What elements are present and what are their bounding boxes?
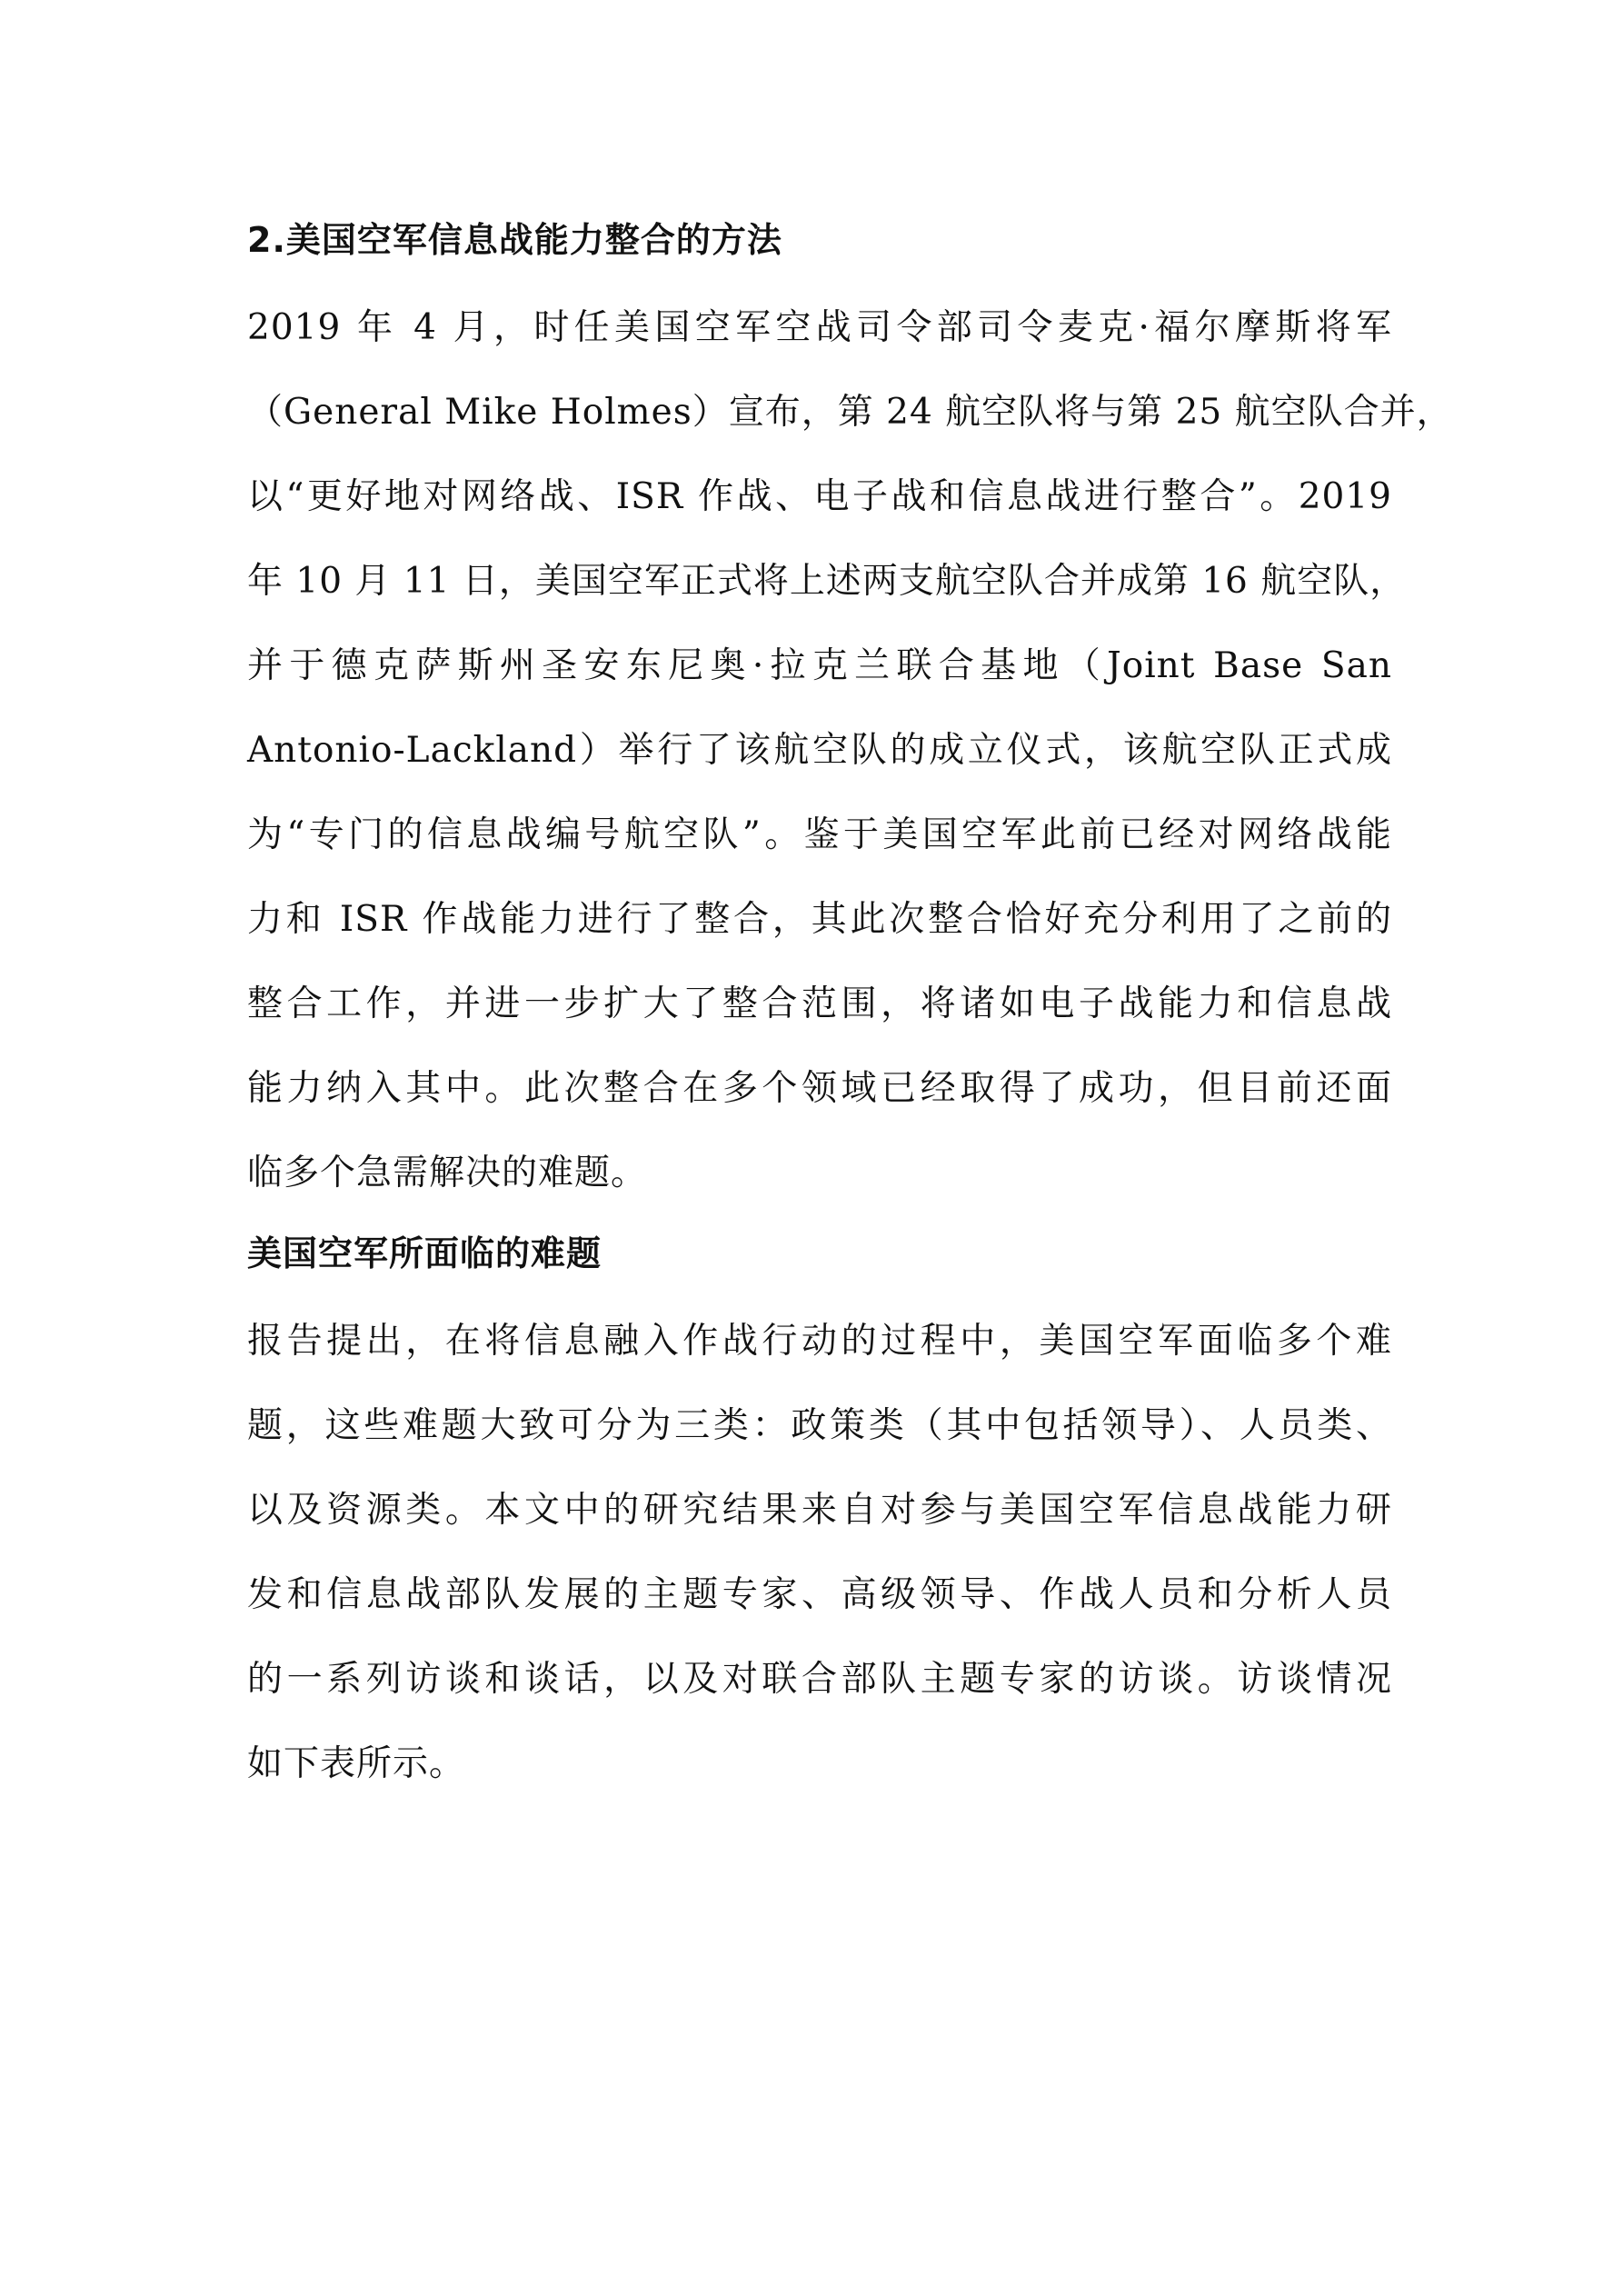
paragraph-line: 为“专门的信息战编号航空队”。鉴于美国空军此前已经对网络战能	[247, 814, 1392, 855]
paragraph-line: 整合工作，并进一步扩大了整合范围，将诸如电子战能力和信息战	[247, 983, 1392, 1024]
paragraph-challenges	[247, 1299, 1392, 1806]
paragraph-line: 能力纳入其中。此次整合在多个领域已经取得了成功，但目前还面	[247, 1068, 1392, 1109]
paragraph-line: 并于德克萨斯州圣安东尼奥·拉克兰联合基地（Joint Base San	[247, 645, 1392, 686]
document-content	[247, 209, 1453, 1806]
paragraph-line: （General Mike Holmes）宣布，第 24 航空队将与第 25 航空队合并，	[247, 392, 1453, 433]
paragraph-line: 2019 年 4 月，时任美国空军空战司令部司令麦克·福尔摩斯将军	[247, 307, 1392, 348]
paragraph-line: 的一系列访谈和谈话，以及对联合部队主题专家的访谈。访谈情况	[247, 1659, 1392, 1700]
section-heading-challenges: 美国空军所面临的难题	[247, 1233, 602, 1273]
spacer	[247, 1284, 1392, 1299]
paragraph-line: 以“更好地对网络战、ISR 作战、电子战和信息战进行整合”。2019	[247, 476, 1392, 517]
section-heading-methods: 2.美国空军信息战能力整合的方法	[247, 220, 782, 260]
paragraph-integration-history	[247, 285, 1453, 1215]
paragraph-line: 力和 ISR 作战能力进行了整合，其此次整合恰好充分利用了之前的	[247, 899, 1392, 940]
paragraph-line: 临多个急需解决的难题。	[247, 1153, 648, 1193]
spacer	[247, 1215, 1392, 1223]
paragraph-line: 如下表所示。	[247, 1743, 466, 1784]
paragraph-line: 年 10 月 11 日，美国空军正式将上述两支航空队合并成第 16 航空队，	[247, 561, 1407, 602]
paragraph-line: 以及资源类。本文中的研究结果来自对参与美国空军信息战能力研	[247, 1490, 1392, 1531]
spacer	[247, 271, 1392, 285]
paragraph-line: 报告提出，在将信息融入作战行动的过程中，美国空军面临多个难	[247, 1321, 1392, 1362]
paragraph-line: Antonio-Lackland）举行了该航空队的成立仪式，该航空队正式成	[247, 730, 1392, 771]
paragraph-line: 题，这些难题大致可分为三类：政策类（其中包括领导）、人员类、	[247, 1405, 1392, 1446]
paragraph-line: 发和信息战部队发展的主题专家、高级领导、作战人员和分析人员	[247, 1574, 1392, 1615]
